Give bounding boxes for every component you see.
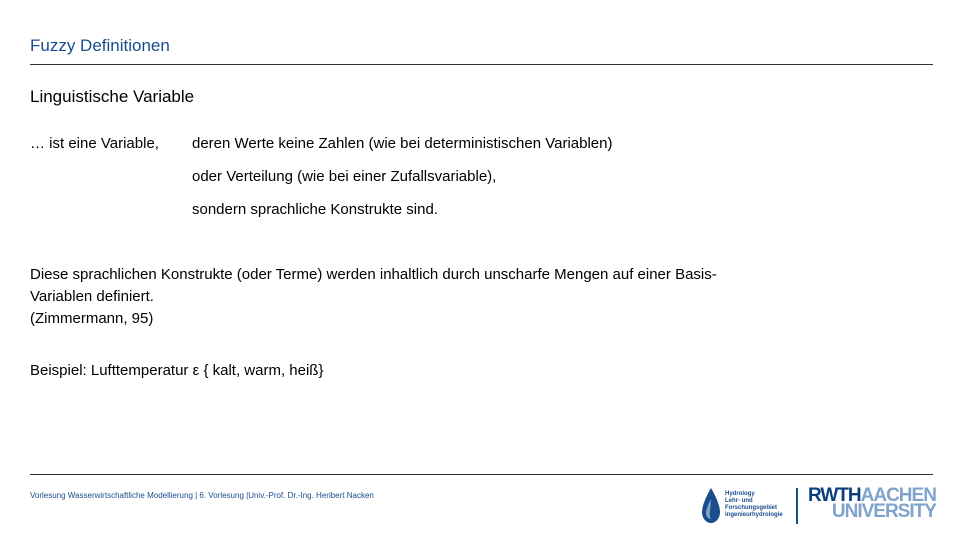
definition-line-1: deren Werte keine Zahlen (wie bei deterministischen Variablen) bbox=[192, 135, 613, 152]
hydrology-logo-text: Hydrology Lehr- und Forschungsgebiet Ingenieurhydrologie bbox=[725, 491, 783, 518]
example-text: Beispiel: Lufttemperatur ε { kalt, warm, heiß} bbox=[30, 362, 324, 379]
slide-title: Fuzzy Definitionen bbox=[30, 36, 170, 55]
definition-line-3: sondern sprachliche Konstrukte sind. bbox=[192, 201, 438, 218]
explanation-line-2: Variablen definiert. bbox=[30, 288, 154, 305]
footer-text: Vorlesung Wasserwirtschaftliche Modellierung | 6. Vorlesung |Univ.-Prof. Dr.-Ing. Heribert Nacken bbox=[30, 491, 374, 500]
section-heading: Linguistische Variable bbox=[30, 87, 195, 106]
hydrology-logo bbox=[700, 487, 790, 527]
bottom-divider bbox=[30, 474, 933, 475]
rwth-logo: RWTHAACHEN UNIVERSITY bbox=[808, 485, 936, 522]
water-drop-icon bbox=[700, 487, 722, 525]
logo-separator bbox=[796, 488, 798, 524]
definition-lead: … ist eine Variable, bbox=[30, 135, 159, 152]
explanation-line-1: Diese sprachlichen Konstrukte (oder Terme) werden inhaltlich durch unscharfe Mengen auf einer Basis- bbox=[30, 266, 717, 283]
top-divider bbox=[30, 64, 933, 65]
definition-line-2: oder Verteilung (wie bei einer Zufallsvariable), bbox=[192, 168, 497, 185]
explanation-paragraph bbox=[30, 264, 910, 330]
citation: (Zimmermann, 95) bbox=[30, 310, 154, 327]
